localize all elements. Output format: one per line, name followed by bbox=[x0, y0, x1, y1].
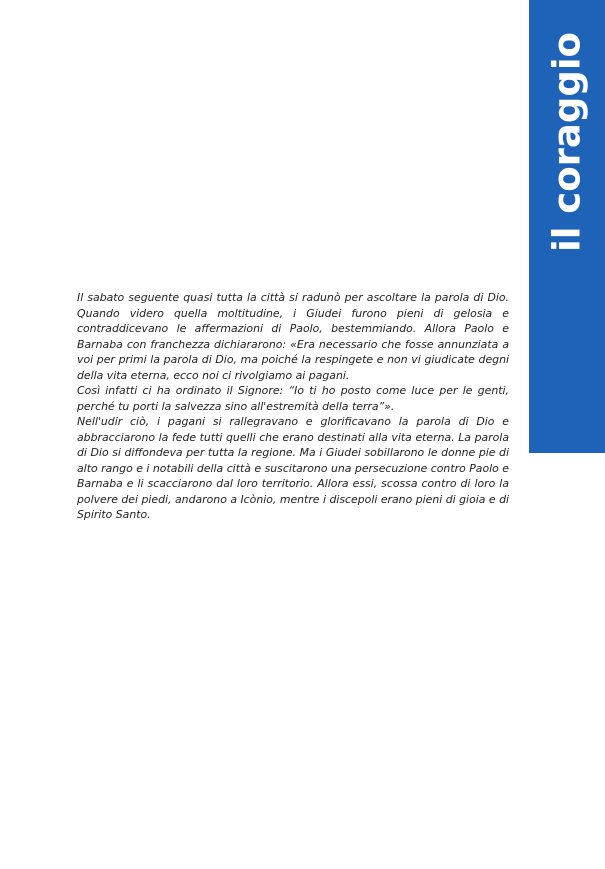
scripture-passage bbox=[77, 290, 509, 523]
paragraph-1: Il sabato seguente quasi tutta la città si radunò per ascoltare la parola di Dio. Quando videro quella moltitudine, i Giudei furono pieni di gelosia e contraddicevano le affermazioni di Paolo, bestemmiando. Allora Paolo e Barnaba con franchezza dichiararono: «Era necessario che fosse annunziata a voi per primi la parola di Dio, ma poiché la respingete e non vi giudicate degni della vita eterna, ecco noi ci rivolgiamo ai pagani. bbox=[77, 291, 509, 382]
paragraph-3: Nell'udir ciò, i pagani si rallegravano e glorificavano la parola di Dio e abbracciarono la fede tutti quelli che erano destinati alla vita eterna. La parola di Dio si diffondeva per tutta la regione. Ma i Giudei sobillarono le donne pie di alto rango e i notabili della città e suscitarono una persecuzione contro Paolo e Barnaba e li scacciarono dal loro territorio. Allora essi, scossa contro di loro la polvere dei piedi, andarono a Icònio, mentre i discepoli erano pieni di gioia e di Spirito Santo. bbox=[77, 415, 510, 521]
paragraph-2: Così infatti ci ha ordinato il Signore: “Io ti ho posto come luce per le genti, perché tu porti la salvezza sino all'estremità della terra”». bbox=[77, 384, 509, 413]
section-title: il coraggio bbox=[545, 32, 589, 252]
side-tab bbox=[529, 0, 605, 453]
